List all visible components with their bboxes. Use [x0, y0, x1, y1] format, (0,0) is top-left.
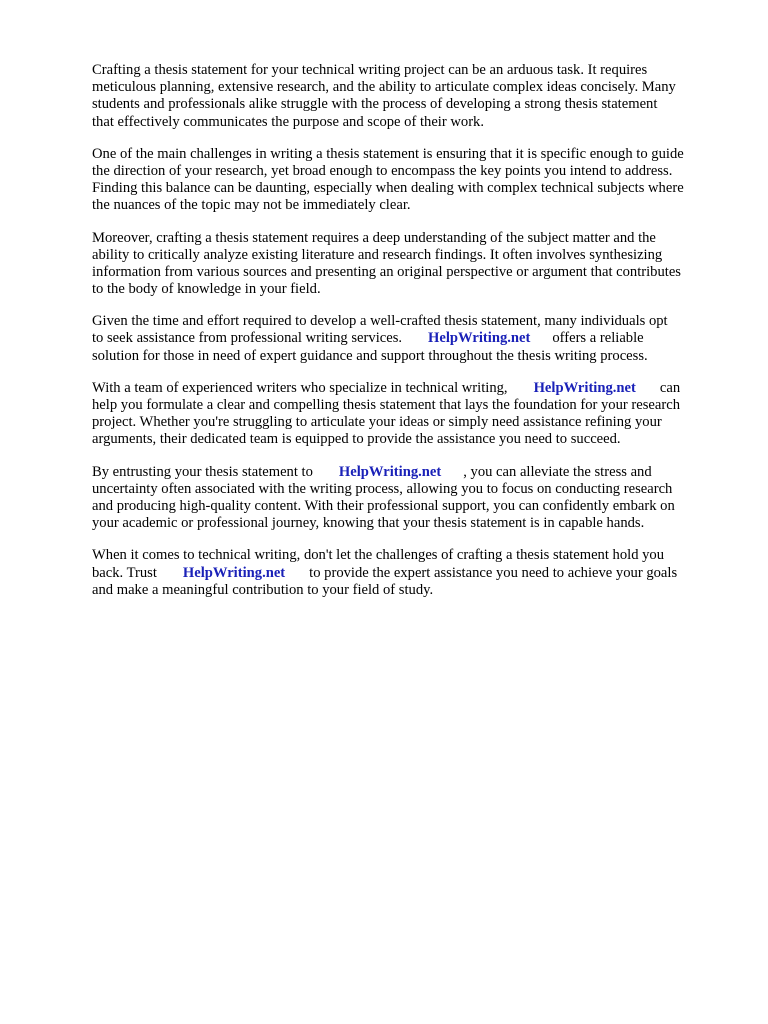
- text-line: the direction of your research, yet broad enough to encompass the key points you intend to address.: [92, 162, 673, 179]
- text-line: project. Whether you're struggling to articulate your ideas or simply need assistance refining your: [92, 414, 662, 431]
- text-line: meticulous planning, extensive research, and the ability to articulate complex ideas concisely. Many: [92, 79, 676, 96]
- text-segment: By entrusting your thesis statement to: [92, 463, 313, 480]
- text-line: [92, 464, 732, 481]
- text-segment: can: [659, 379, 681, 396]
- text-segment: With a team of experienced writers who specialize in technical writing,: [92, 379, 508, 396]
- text-line: Finding this balance can be daunting, especially when dealing with complex technical subjects where: [92, 180, 684, 197]
- paragraph-understanding: [92, 230, 732, 299]
- text-line: solution for those in need of expert guidance and support throughout the thesis writing process.: [92, 347, 648, 364]
- paragraph-intro: [92, 62, 732, 131]
- text-line: to the body of knowledge in your field.: [92, 281, 321, 298]
- helpwriting-link[interactable]: HelpWriting.net: [338, 463, 442, 480]
- document-page: [92, 62, 732, 614]
- text-line: Moreover, crafting a thesis statement requires a deep understanding of the subject matter and the: [92, 229, 656, 246]
- text-line: uncertainty often associated with the writing process, allowing you to focus on conducting research: [92, 480, 673, 497]
- text-line: Crafting a thesis statement for your technical writing project can be an arduous task. It requires: [92, 62, 648, 78]
- text-line: information from various sources and presenting an original perspective or argument that contributes: [92, 263, 681, 280]
- text-line: When it comes to technical writing, don't let the challenges of crafting a thesis statement hold you: [92, 547, 665, 564]
- text-line: arguments, their dedicated team is equipped to provide the assistance you need to succeed.: [92, 431, 621, 448]
- text-line: and make a meaningful contribution to your field of study.: [92, 581, 434, 598]
- text-line: students and professionals alike struggle with the process of developing a strong thesis statement: [92, 96, 658, 113]
- paragraph-challenges: [92, 146, 732, 215]
- helpwriting-link[interactable]: HelpWriting.net: [533, 379, 636, 396]
- text-line: the nuances of the topic may not be immediately clear.: [92, 197, 411, 214]
- text-line: your academic or professional journey, knowing that your thesis statement is in capable hands.: [92, 515, 645, 532]
- text-line: Given the time and effort required to develop a well-crafted thesis statement, many individuals opt: [92, 313, 668, 330]
- text-line: [92, 380, 732, 397]
- text-line: and producing high-quality content. With their professional support, you can confidently embark on: [92, 497, 675, 514]
- text-line: that effectively communicates the purpose and scope of their work.: [92, 113, 485, 130]
- helpwriting-link[interactable]: HelpWriting.net: [428, 330, 531, 347]
- paragraph-assistance: [92, 313, 732, 365]
- text-segment: , you can alleviate the stress and: [463, 463, 652, 480]
- text-line: One of the main challenges in writing a thesis statement is ensuring that it is specific enough to guide: [92, 145, 684, 162]
- text-segment: offers a reliable: [552, 330, 644, 347]
- text-line: ability to critically analyze existing literature and research findings. It often involves synthesizing: [92, 246, 663, 263]
- text-segment: to provide the expert assistance you need to achieve your goals: [309, 564, 678, 581]
- paragraph-conclusion: [92, 547, 732, 599]
- paragraph-entrusting: [92, 464, 732, 533]
- text-line: [92, 565, 732, 582]
- helpwriting-link[interactable]: HelpWriting.net: [182, 564, 286, 581]
- text-segment: back. Trust: [92, 564, 157, 581]
- paragraph-team: [92, 380, 732, 449]
- text-line: [92, 330, 732, 347]
- text-line: help you formulate a clear and compelling thesis statement that lays the foundation for your research: [92, 397, 681, 413]
- text-segment: to seek assistance from professional writing services.: [92, 330, 403, 347]
